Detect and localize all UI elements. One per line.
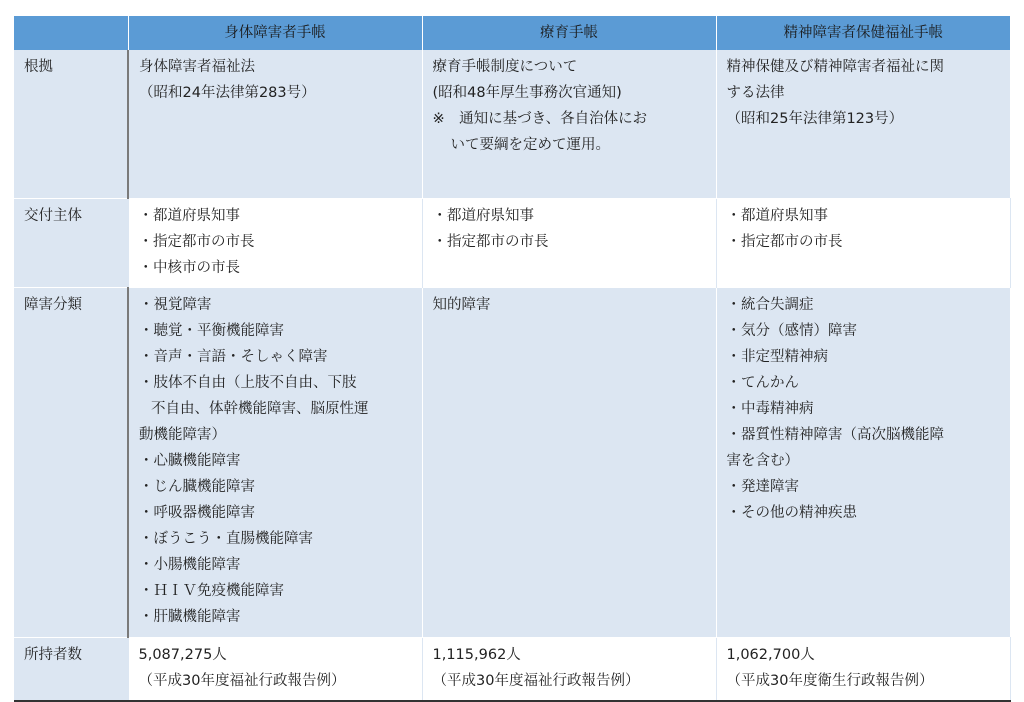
header-row	[14, 16, 1010, 50]
row-label: 根拠	[14, 50, 128, 198]
cell-holders-mental: 1,062,700人 （平成30年度衛生行政報告例）	[716, 637, 1010, 701]
cell-category-mental: ・統合失調症 ・気分（感情）障害 ・非定型精神病 ・てんかん ・中毒精神病 ・器質性精神障害（高次脳機能障 害を含む） ・発達障害 ・その他の精神疾患	[716, 287, 1010, 637]
row-label: 交付主体	[14, 198, 128, 287]
cell-holders-physical: 5,087,275人 （平成30年度福祉行政報告例）	[128, 637, 422, 701]
cell-holders-ryoiku: 1,115,962人 （平成30年度福祉行政報告例）	[422, 637, 716, 701]
cell-issuer-ryoiku: ・都道府県知事 ・指定都市の市長	[422, 198, 716, 287]
cell-issuer-physical: ・都道府県知事 ・指定都市の市長 ・中核市の市長	[128, 198, 422, 287]
row-label: 障害分類	[14, 287, 128, 637]
cell-basis-physical: 身体障害者福祉法 （昭和24年法律第283号）	[128, 50, 422, 198]
header-mental-disability: 精神障害者保健福祉手帳	[716, 16, 1010, 50]
cell-issuer-mental: ・都道府県知事 ・指定都市の市長	[716, 198, 1010, 287]
cell-basis-ryoiku: 療育手帳制度について (昭和48年厚生事務次官通知) ※ 通知に基づき、各自治体にお いて要綱を定めて運用。	[422, 50, 716, 198]
handbook-comparison-table	[14, 16, 1011, 702]
header-blank	[14, 16, 128, 50]
header-ryoiku: 療育手帳	[422, 16, 716, 50]
row-basis	[14, 50, 1010, 198]
row-category	[14, 287, 1010, 637]
cell-category-physical: ・視覚障害 ・聴覚・平衡機能障害 ・音声・言語・そしゃく障害 ・肢体不自由（上肢不自由、下肢 不自由、体幹機能障害、脳原性運 動機能障害） ・心臓機能障害 ・じん臓機能障害 ・呼吸器機能障害 ・ぼうこう・直腸機能障害 ・小腸機能障害 ・ＨＩＶ免疫機能障害 ・肝臓機能障害	[128, 287, 422, 637]
header-physical-disability: 身体障害者手帳	[128, 16, 422, 50]
row-issuer	[14, 198, 1010, 287]
cell-basis-mental: 精神保健及び精神障害者福祉に関 する法律 （昭和25年法律第123号）	[716, 50, 1010, 198]
cell-category-ryoiku: 知的障害	[422, 287, 716, 637]
row-label: 所持者数	[14, 637, 128, 701]
row-holders	[14, 637, 1010, 701]
